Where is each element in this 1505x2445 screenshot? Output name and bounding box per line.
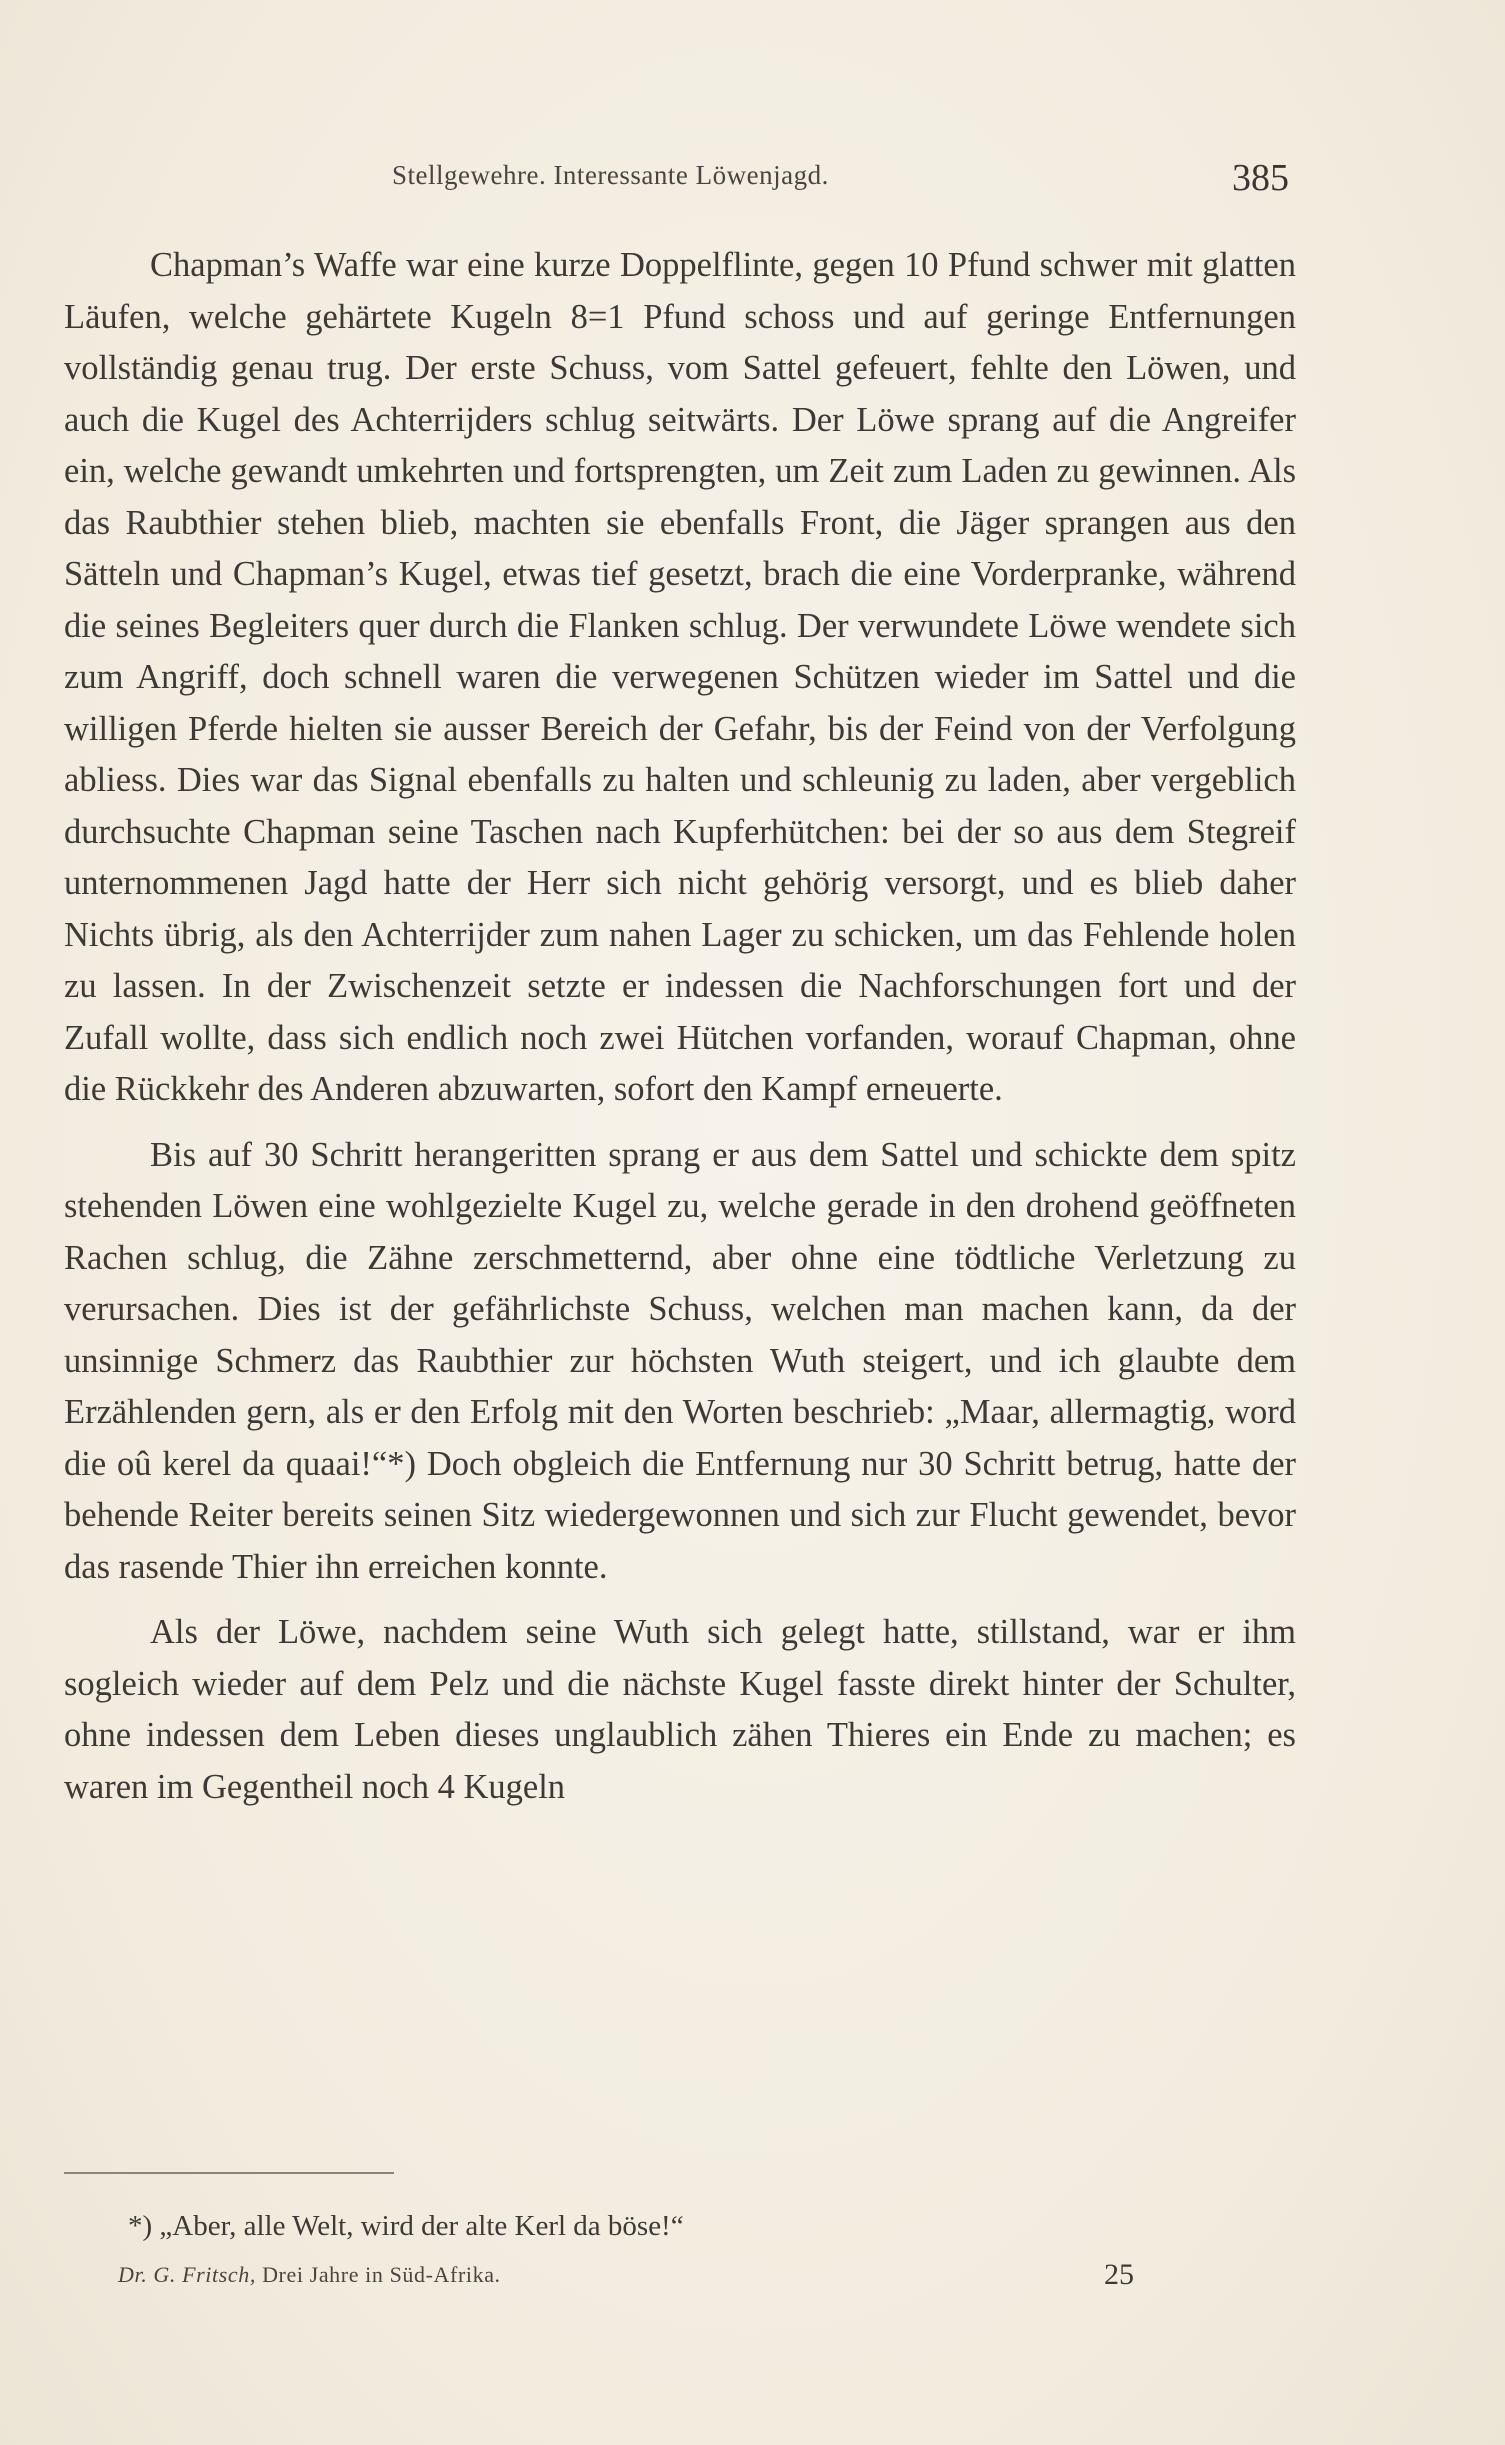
- paragraph-2: Bis auf 30 Schritt herangeritten sprang er aus dem Sattel und schickte dem spitz stehenden Löwen eine wohlgezielte Kugel zu, welche gerade in den drohend geöffneten Rachen schlug, die Zähne zerschmetternd, aber ohne eine tödtliche Verletzung zu verursachen. Dies ist der gefährlichste Schuss, welchen man machen kann, da der unsinnige Schmerz das Raubthier zur höchsten Wuth steigert, und ich glaubte dem Erzählenden gern, als er den Erfolg mit den Worten beschrieb: „Maar, allermagtig, word die oû kerel da quaai!“*) Doch obgleich die Entfernung nur 30 Schritt betrug, hatte der behende Reiter bereits seinen Sitz wiedergewonnen und sich zur Flucht gewendet, bevor das rasende Thier ihn erreichen konnte.: [64, 1135, 1296, 1586]
- imprint-book-title: Drei Jahre in Süd-Afrika.: [262, 2262, 501, 2287]
- body-text: [64, 240, 1296, 1813]
- running-title: Stellgewehre. Interessante Löwenjagd.: [392, 160, 829, 190]
- paragraph-1: Chapman’s Waffe war eine kurze Doppelflinte, gegen 10 Pfund schwer mit glatten Läufen, welche gehärtete Kugeln 8=1 Pfund schoss und auf geringe Entfernungen vollständig genau trug. Der erste Schuss, vom Sattel gefeuert, fehlte den Löwen, und auch die Kugel des Achterrijders schlug seitwärts. Der Löwe sprang auf die Angreifer ein, welche gewandt umkehrten und fortsprengten, um Zeit zum Laden zu gewinnen. Als das Raubthier stehen blieb, machten sie ebenfalls Front, die Jäger sprangen aus den Sätteln und Chapman’s Kugel, etwas tief gesetzt, brach die eine Vorderpranke, während die seines Begleiters quer durch die Flanken schlug. Der verwundete Löwe wendete sich zum Angriff, doch schnell waren die verwegenen Schützen wieder im Sattel und die willigen Pferde hielten sie ausser Bereich der Gefahr, bis der Feind von der Verfolgung abliess. Dies war das Signal ebenfalls zu halten und schleunig zu laden, aber vergeblich durchsuchte Chapman seine Taschen nach Kupferhütchen: bei der so aus dem Stegreif unternommenen Jagd hatte der Herr sich nicht gehörig versorgt, und es blieb daher Nichts übrig, als den Achterrijder zum nahen Lager zu schicken, um das Fehlende holen zu lassen. In der Zwischenzeit setzte er indessen die Nachforschungen fort und der Zufall wollte, dass sich endlich noch zwei Hütchen vorfanden, worauf Chapman, ohne die Rückkehr des Anderen abzuwarten, sofort den Kampf erneuerte.: [64, 246, 1296, 1108]
- footnote: *) „Aber, alle Welt, wird der alte Kerl da böse!“: [128, 2210, 684, 2242]
- footnote-divider: [64, 2172, 394, 2174]
- imprint-line: [118, 2262, 501, 2288]
- paragraph-3: Als der Löwe, nachdem seine Wuth sich gelegt hatte, stillstand, war er ihm sogleich wieder auf dem Pelz und die nächste Kugel fasste direkt hinter der Schulter, ohne indessen dem Leben dieses unglaublich zähen Thieres ein Ende zu machen; es waren im Gegentheil noch 4 Kugeln: [64, 1613, 1296, 1806]
- page-number: 385: [1232, 157, 1289, 199]
- signature-mark: 25: [1104, 2258, 1134, 2291]
- imprint-author: Dr. G. Fritsch,: [118, 2262, 256, 2287]
